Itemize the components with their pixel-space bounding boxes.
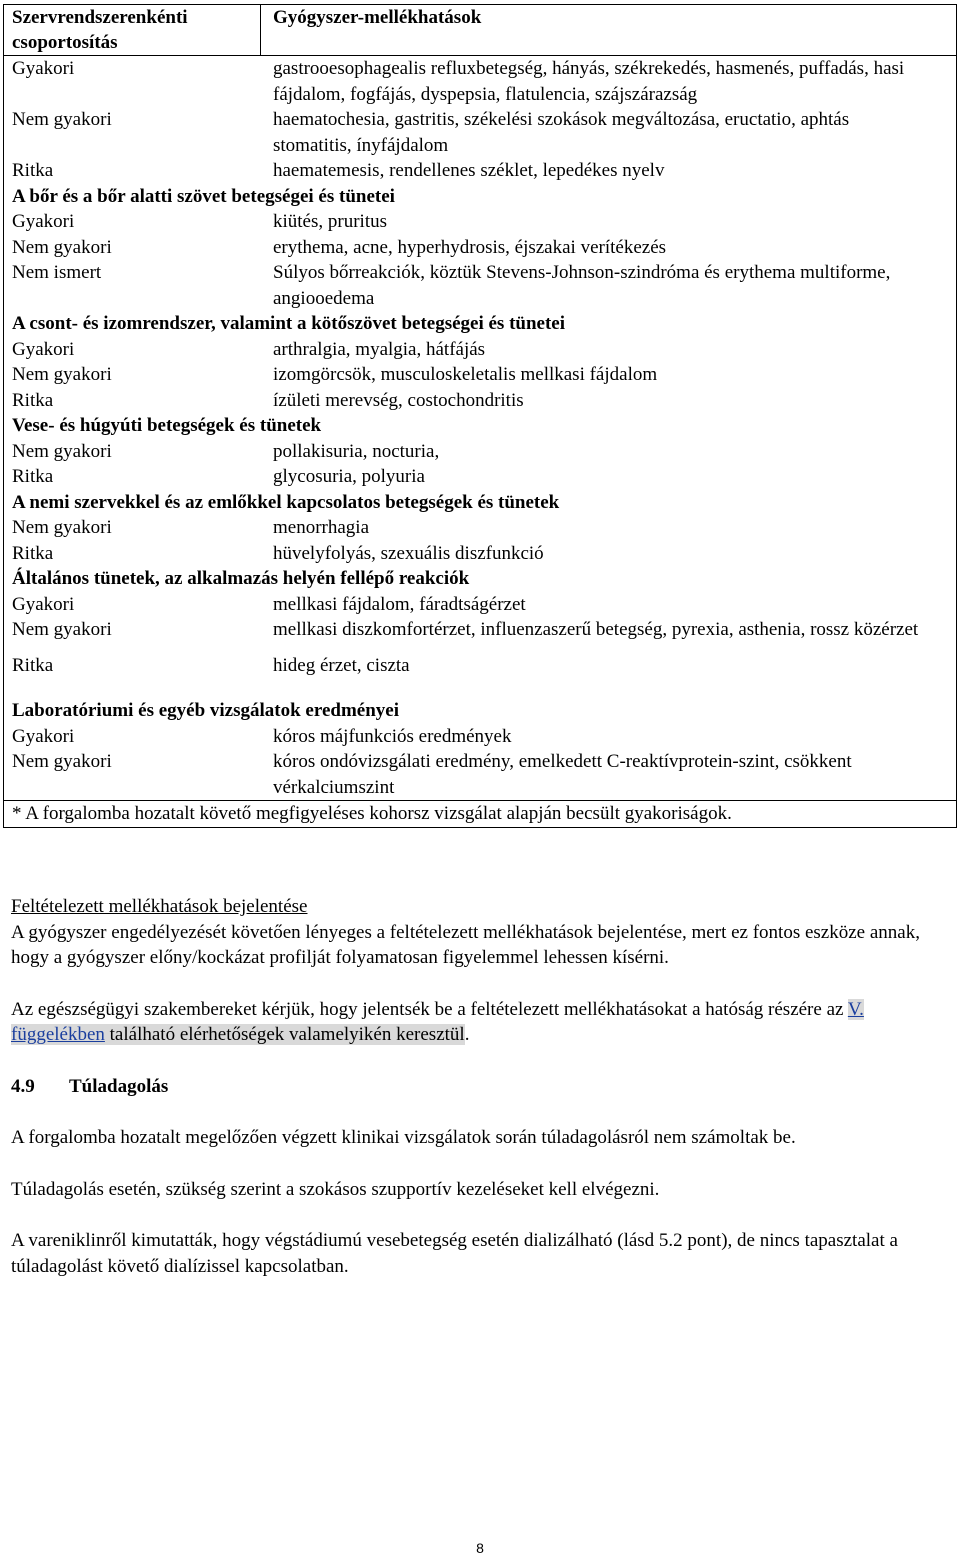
table-row <box>4 464 956 490</box>
reaction-list: gastrooesophagealis refluxbetegség, hányás, székrekedés, hasmenés, puffadás, hasi fájdalom, fogfájás, dyspepsia, flatulencia, szájszárazság <box>273 58 905 105</box>
table-row <box>4 541 956 567</box>
frequency-label: Gyakori <box>12 58 75 79</box>
section-heading-row: A bőr és a bőr alatti szövet betegségei és tünetei <box>12 185 395 207</box>
table-row <box>4 592 956 618</box>
reaction-list: menorrhagia <box>273 517 370 538</box>
reaction-list: hideg érzet, ciszta <box>273 654 410 676</box>
reporting-p2-end: . <box>464 1024 470 1045</box>
table-row <box>4 749 956 800</box>
section-heading-row: A nemi szervekkel és az emlőkkel kapcsolatos betegségek és tünetek <box>12 491 560 513</box>
reaction-list: hüvelyfolyás, szexuális diszfunkció <box>273 542 544 564</box>
frequency-label: Nem ismert <box>12 262 102 283</box>
header-organ-class: Szervrendszerenkénti csoportosítás <box>4 5 261 55</box>
reaction-list: erythema, acne, hyperhydrosis, éjszakai verítékezés <box>273 236 667 258</box>
table-row <box>4 158 956 184</box>
frequency-label: Gyakori <box>12 725 75 747</box>
reporting-paragraph-2 <box>11 997 941 1048</box>
table-row <box>4 515 956 541</box>
reaction-list: izomgörcsök, musculoskeletalis mellkasi fájdalom <box>273 364 658 385</box>
table-row <box>4 209 956 235</box>
adverse-reactions-table <box>3 4 957 828</box>
frequency-label: Gyakori <box>12 338 75 360</box>
appendix-v-link[interactable]: V. függelékben <box>11 998 864 1045</box>
frequency-label: Ritka <box>12 542 54 564</box>
reaction-list: kiütés, pruritus <box>273 211 387 232</box>
table-row <box>4 724 956 750</box>
document-body <box>11 894 941 1279</box>
reaction-list: haematemesis, rendellenes széklet, lepedékes nyelv <box>273 160 665 181</box>
table-row <box>4 388 956 414</box>
table-row <box>4 362 956 388</box>
table-row <box>4 56 956 107</box>
reaction-list: mellkasi fájdalom, fáradtságérzet <box>273 593 526 615</box>
reaction-list: glycosuria, polyuria <box>273 466 425 487</box>
frequency-label: Nem gyakori <box>12 236 112 258</box>
section-heading-row: A csont- és izomrendszer, valamint a kötőszövet betegségei és tünetei <box>12 313 566 334</box>
frequency-label: Nem gyakori <box>12 364 112 385</box>
section-title: Túladagolás <box>69 1075 169 1097</box>
overdose-paragraph-2: Túladagolás esetén, szükség szerint a szokásos szupportív kezeléseket kell elvégezni. <box>11 1178 660 1200</box>
reaction-list: kóros ondóvizsgálati eredmény, emelkedett C-reaktívprotein-szint, csökkent vérkalciumszint <box>273 751 852 798</box>
reaction-list: kóros májfunkciós eredmények <box>273 725 512 747</box>
section-heading-row: Laboratóriumi és egyéb vizsgálatok eredményei <box>12 700 399 721</box>
table-row <box>4 235 956 261</box>
section-heading-row: Általános tünetek, az alkalmazás helyén fellépő reakciók <box>12 568 470 589</box>
reporting-p2-highlight-text: található elérhetőségek valamelyikén keresztül <box>104 1024 465 1045</box>
reaction-list: haematochesia, gastritis, székelési szokások megváltozása, eructatio, aphtás stomatitis, ínyfájdalom <box>273 109 850 156</box>
table-row <box>4 260 956 311</box>
reporting-p2-text: Az egészségügyi szakembereket kérjük, hogy jelentsék be a feltételezett mellékhatásokat a hatóság részére az <box>11 998 848 1020</box>
frequency-label: Nem gyakori <box>12 751 112 772</box>
reaction-list: arthralgia, myalgia, hátfájás <box>273 338 486 360</box>
table-header <box>4 5 956 56</box>
section-heading-row: Vese- és húgyúti betegségek és tünetek <box>12 415 322 436</box>
table-body <box>4 56 956 800</box>
table-row <box>4 439 956 465</box>
table-row <box>4 653 956 679</box>
frequency-label: Nem gyakori <box>12 619 112 640</box>
frequency-label: Nem gyakori <box>12 517 112 538</box>
table-row <box>4 337 956 363</box>
frequency-label: Ritka <box>12 654 54 676</box>
section-number: 4.9 <box>11 1075 35 1097</box>
table-row <box>4 617 956 643</box>
frequency-label: Gyakori <box>12 593 75 615</box>
reaction-list: pollakisuria, nocturia, <box>273 440 440 462</box>
header-adverse-reactions: Gyógyszer-mellékhatások <box>273 7 482 28</box>
frequency-label: Ritka <box>12 389 54 411</box>
frequency-label: Ritka <box>12 160 54 181</box>
reaction-list: Súlyos bőrreakciók, köztük Stevens-Johnson-szindróma és erythema multiforme, angiooedema <box>273 262 891 309</box>
reaction-list: ízületi merevség, costochondritis <box>273 389 524 411</box>
reporting-title: Feltételezett mellékhatások bejelentése <box>11 896 308 917</box>
reporting-paragraph-1: A gyógyszer engedélyezését követően lényeges a feltételezett mellékhatások bejelentése, mert ez fontos eszköze annak, hogy a gyógyszer előny/kockázat profilját folyamatosan figyelemmel lehessen kísérni. <box>11 921 920 968</box>
frequency-label: Ritka <box>12 466 54 487</box>
table-footnote: * A forgalomba hozatalt követő megfigyeléses kohorsz vizsgálat alapján becsült gyakoriságok. <box>4 800 956 827</box>
section-heading-overdose <box>11 1074 941 1100</box>
frequency-label: Nem gyakori <box>12 109 112 130</box>
page-number: 8 <box>476 1540 484 1556</box>
frequency-label: Nem gyakori <box>12 440 112 462</box>
overdose-paragraph-1: A forgalomba hozatalt megelőzően végzett klinikai vizsgálatok során túladagolásról nem számoltak be. <box>11 1127 796 1148</box>
overdose-paragraph-3: A vareniklinről kimutatták, hogy végstádiumú vesebetegség esetén dializálható (lásd 5.2 pont), de nincs tapasztalat a túladagolást követő dialízissel kapcsolatban. <box>11 1230 898 1277</box>
frequency-label: Gyakori <box>12 211 75 232</box>
reaction-list: mellkasi diszkomfortérzet, influenzaszerű betegség, pyrexia, asthenia, rossz közérzet <box>273 619 919 640</box>
table-row <box>4 107 956 158</box>
